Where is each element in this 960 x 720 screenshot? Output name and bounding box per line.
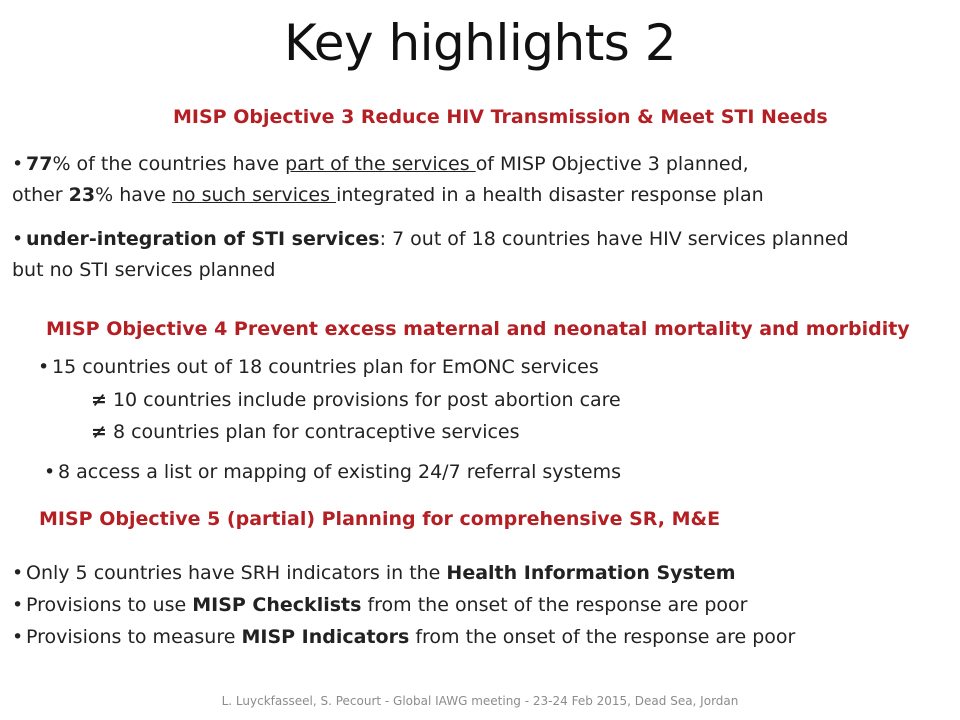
obj5-bullet-3: • Provisions to measure MISP Indicators from the onset of the response are poor xyxy=(12,626,796,648)
pct-23: 23 xyxy=(68,184,96,206)
underlined-phrase: part of the services xyxy=(285,153,476,175)
bullet-icon: • xyxy=(12,594,24,616)
obj5-bullet-2: • Provisions to use MISP Checklists from the onset of the response are poor xyxy=(12,594,748,616)
objective-3-heading: MISP Objective 3 Reduce HIV Transmission & Meet STI Needs xyxy=(173,106,828,128)
obj4-sub-item-1: ≠ 10 countries include provisions for post abortion care xyxy=(91,389,621,411)
obj4-bullet-1: • 15 countries out of 18 countries plan for EmONC services xyxy=(38,356,599,378)
obj5-bullet-1: • Only 5 countries have SRH indicators in the Health Information System xyxy=(12,562,736,584)
bullet-icon: • xyxy=(44,461,56,483)
pct-77: 77 xyxy=(26,153,53,175)
objective-4-heading: MISP Objective 4 Prevent excess maternal and neonatal mortality and morbidity xyxy=(46,318,910,340)
obj3-bullet-1-line-2: other 23% have no such services integrated in a health disaster response plan xyxy=(12,184,764,206)
bullet-icon: • xyxy=(38,356,50,378)
obj4-sub-item-2: ≠ 8 countries plan for contraceptive services xyxy=(91,421,520,443)
obj3-bullet-1-line-1: • 77% of the countries have part of the services of MISP Objective 3 planned, xyxy=(12,153,749,175)
objective-5-heading: MISP Objective 5 (partial) Planning for comprehensive SR, M&E xyxy=(39,508,721,530)
bullet-icon: • xyxy=(12,228,24,250)
bullet-icon: • xyxy=(12,562,24,584)
not-equal-icon: ≠ xyxy=(91,421,107,443)
page-title: Key highlights 2 xyxy=(283,14,677,72)
obj4-bullet-2: • 8 access a list or mapping of existing 24/7 referral systems xyxy=(44,461,621,483)
underlined-phrase: no such services xyxy=(171,184,337,206)
bullet-icon: • xyxy=(12,626,24,648)
obj3-bullet-2-line-2: but no STI services planned xyxy=(12,259,276,281)
bullet-icon: • xyxy=(12,153,24,175)
footer-citation: L. Luyckfasseel, S. Pecourt - Global IAWG meeting - 23-24 Feb 2015, Dead Sea, Jordan xyxy=(221,694,739,708)
not-equal-icon: ≠ xyxy=(91,389,107,411)
obj3-bullet-2-line-1: • under-integration of STI services: 7 out of 18 countries have HIV services planned xyxy=(12,228,849,250)
